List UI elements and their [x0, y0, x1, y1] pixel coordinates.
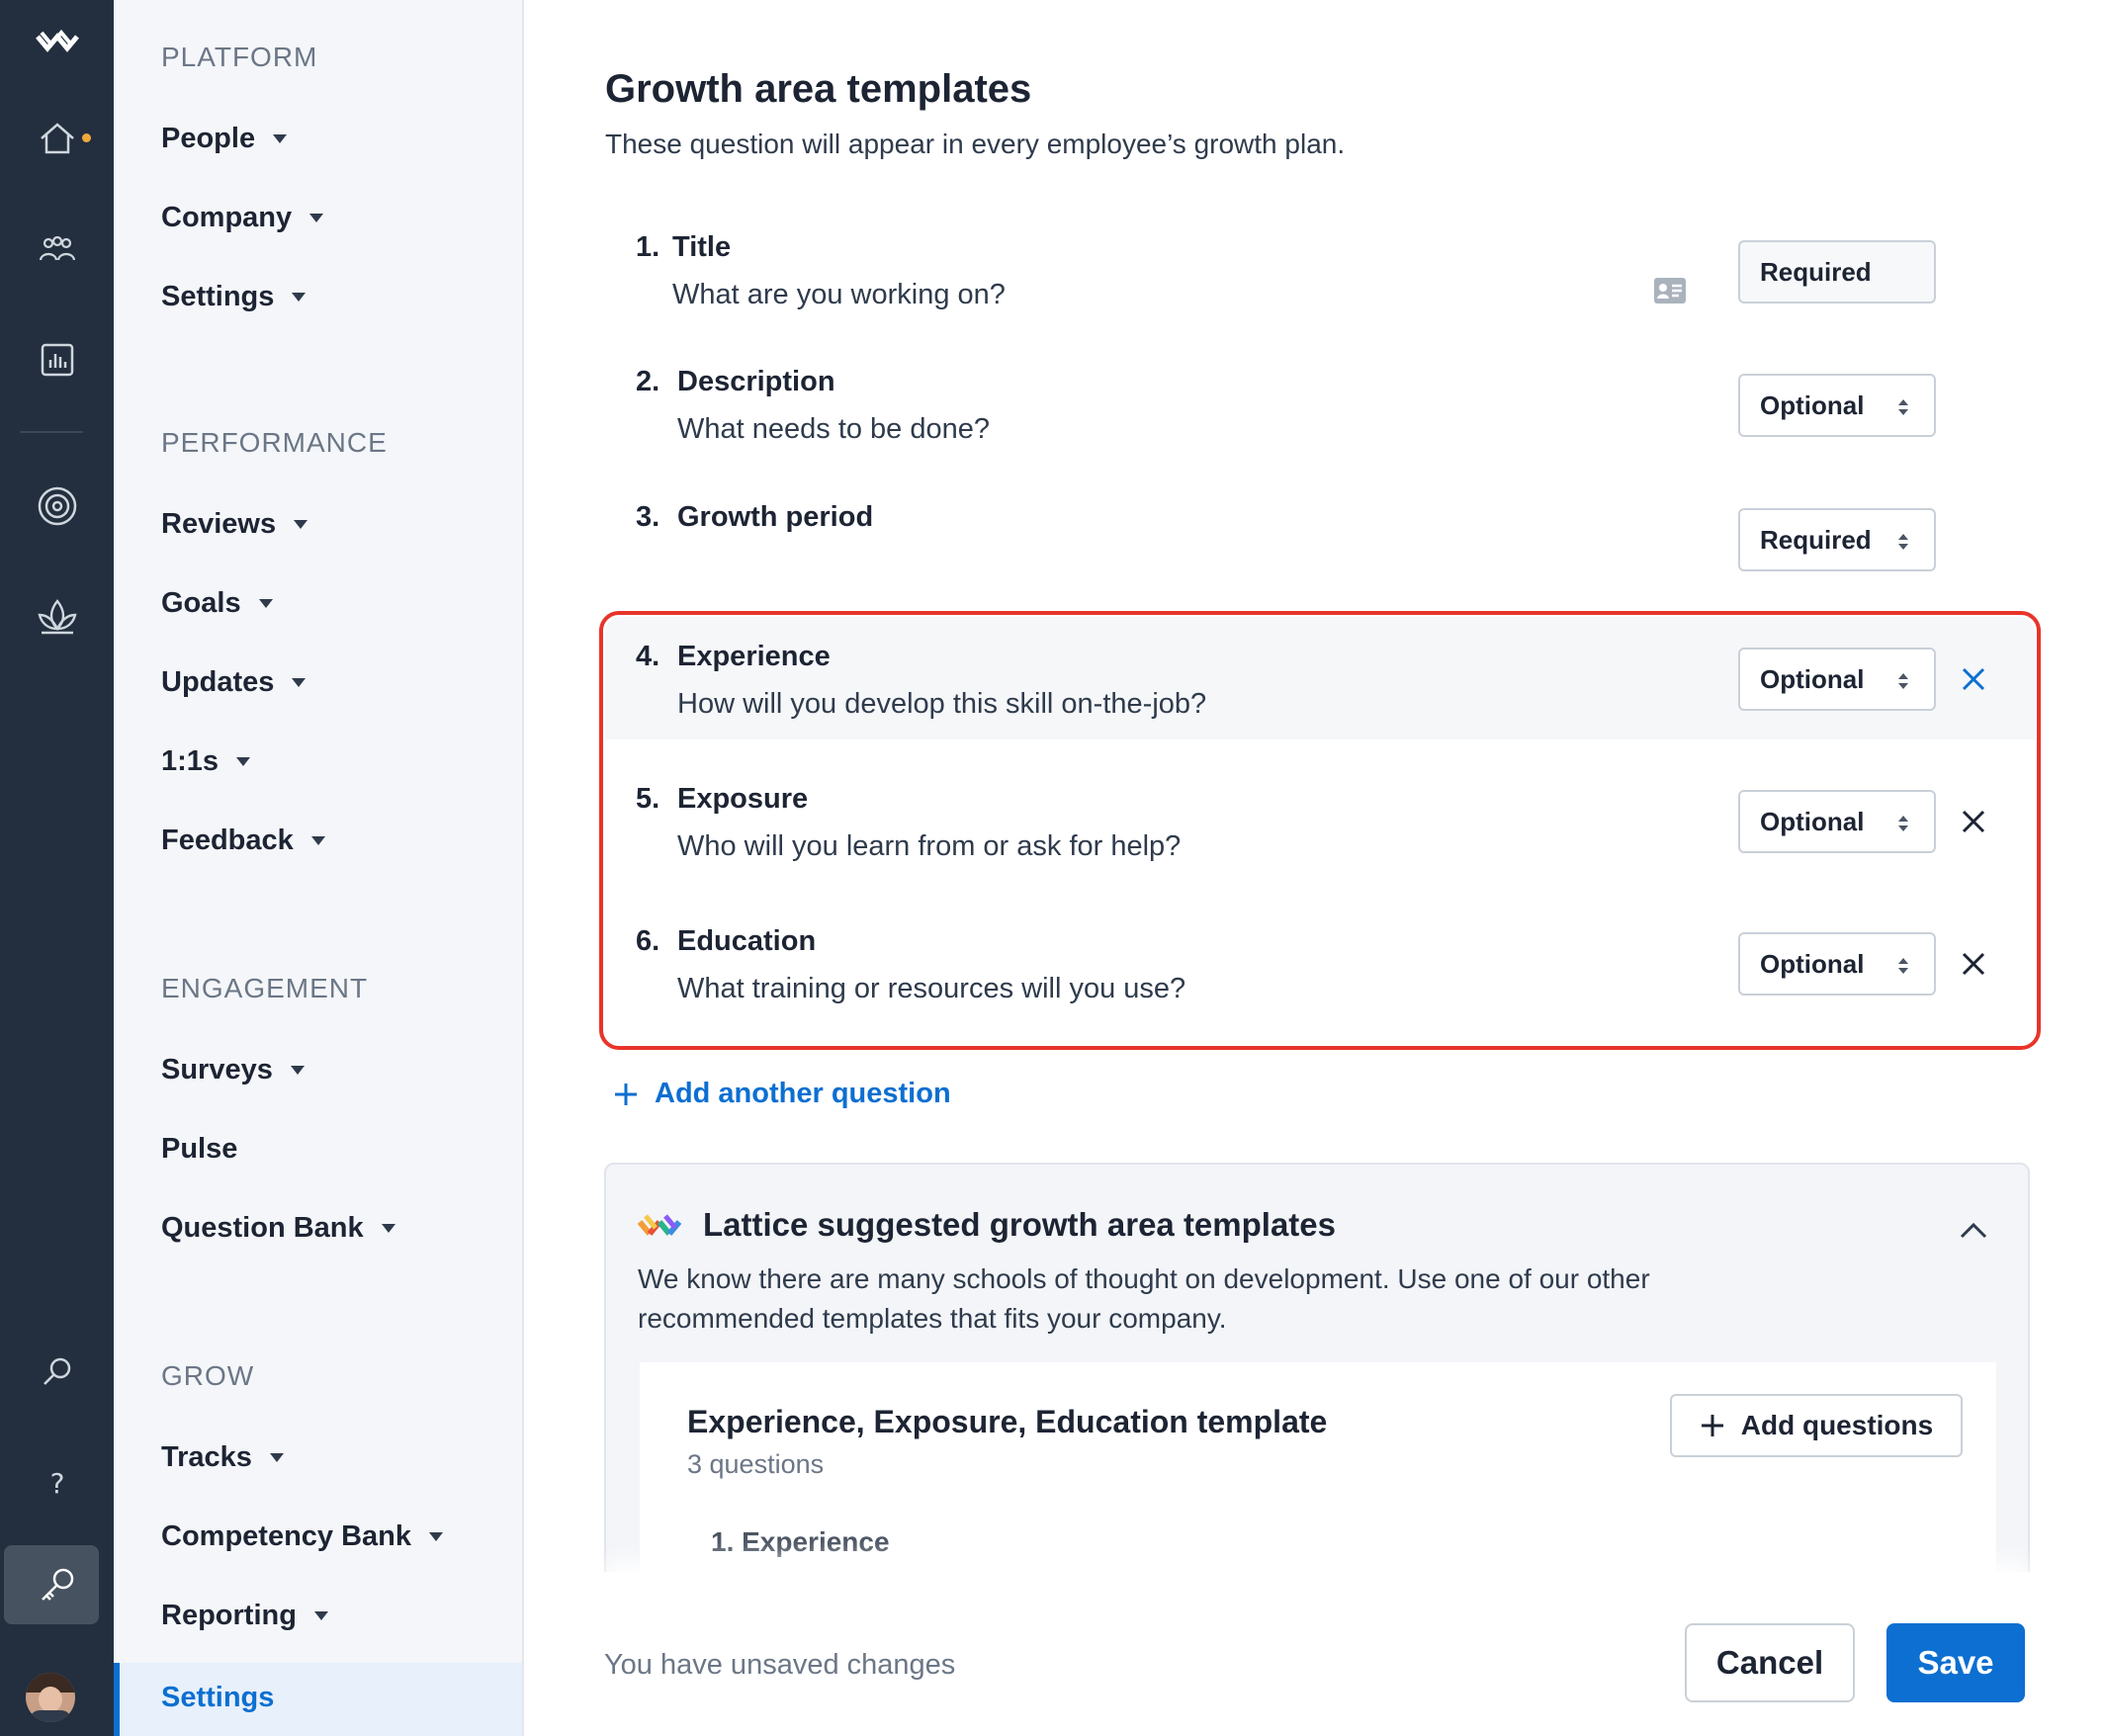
sidebar-item-settings-active[interactable]	[114, 1663, 522, 1736]
sidebar-item-people[interactable]	[161, 123, 287, 155]
requirement-value: Optional	[1760, 390, 1865, 420]
select-arrows-icon	[1898, 673, 1908, 689]
page-subtitle: These question will appear in every employee’s growth plan.	[605, 129, 1346, 159]
lattice-logo-icon[interactable]	[0, 14, 114, 73]
add-questions-button[interactable]	[1670, 1394, 1963, 1457]
sidebar-item-label: Company	[161, 202, 293, 233]
sidebar-item-label: Pulse	[161, 1133, 238, 1165]
caret-down-icon	[291, 1066, 305, 1075]
caret-down-icon	[294, 520, 307, 529]
select-arrows-icon	[1898, 958, 1908, 974]
analytics-icon[interactable]	[0, 330, 114, 390]
sidebar-item-question-bank[interactable]	[161, 1212, 395, 1245]
question-number: 1.	[636, 231, 660, 263]
preview-question-title: 1. Experience	[711, 1526, 890, 1557]
admin-key-icon[interactable]	[0, 1555, 114, 1614]
caret-down-icon	[273, 134, 287, 143]
requirement-select-description[interactable]	[1738, 374, 1936, 437]
sidebar-item-updates[interactable]	[161, 666, 306, 699]
sidebar-item-pulse[interactable]	[161, 1133, 237, 1166]
cancel-button[interactable]: Cancel	[1685, 1623, 1855, 1702]
requirement-value: Optional	[1760, 948, 1865, 979]
caret-down-icon	[309, 214, 323, 222]
sidebar-item-reporting[interactable]	[161, 1600, 328, 1632]
caret-down-icon	[236, 757, 250, 766]
suggested-templates-panel	[604, 1163, 2030, 1627]
sidebar-item-label: Settings	[161, 281, 275, 312]
help-icon[interactable]	[0, 1453, 114, 1513]
caret-down-icon	[311, 836, 325, 845]
goals-target-icon[interactable]	[0, 477, 114, 536]
add-questions-label: Add questions	[1740, 1410, 1934, 1440]
sidebar-item-label: Competency Bank	[161, 1520, 412, 1552]
section-performance: PERFORMANCE	[161, 427, 388, 458]
question-number: 6.	[636, 925, 660, 957]
question-description: Who will you learn from or ask for help?	[677, 830, 1182, 862]
template-name: Experience, Exposure, Education template	[687, 1404, 1328, 1439]
caret-down-icon	[382, 1224, 395, 1233]
section-engagement: ENGAGEMENT	[161, 973, 369, 1003]
requirement-value: Required	[1760, 256, 1872, 287]
remove-question-button[interactable]	[1954, 944, 1993, 984]
sidebar-item-label: Feedback	[161, 825, 294, 856]
sidebar-item-goals[interactable]	[161, 587, 273, 620]
suggested-description: We know there are many schools of thought on development. Use one of our other recommended templates that fits your company.	[638, 1263, 1650, 1334]
sidebar-item-label: Settings	[161, 1682, 275, 1713]
question-description: How will you develop this skill on-the-job?	[677, 688, 1207, 720]
select-arrows-icon	[1898, 816, 1908, 831]
question-title: Experience	[677, 641, 831, 672]
grow-lotus-icon[interactable]	[0, 587, 114, 647]
requirement-select-education[interactable]	[1738, 932, 1936, 996]
remove-question-button[interactable]	[1954, 659, 1993, 699]
question-number: 2.	[636, 366, 660, 397]
sidebar-item-label: Reporting	[161, 1600, 297, 1631]
sidebar-item-reviews[interactable]	[161, 508, 307, 541]
caret-down-icon	[292, 678, 306, 687]
sidebar-item-1on1s[interactable]	[161, 745, 250, 778]
sidebar-item-competency-bank[interactable]	[161, 1520, 443, 1553]
close-icon	[1961, 666, 1986, 692]
caret-down-icon	[429, 1532, 443, 1541]
sidebar-item-company[interactable]	[161, 202, 323, 234]
section-grow: GROW	[161, 1360, 255, 1391]
sidebar-item-tracks[interactable]	[161, 1441, 284, 1474]
sidebar-item-label: Question Bank	[161, 1212, 364, 1244]
plus-icon	[613, 1082, 639, 1107]
people-icon[interactable]	[0, 219, 114, 279]
question-title: Exposure	[677, 783, 809, 815]
requirement-select-title	[1738, 240, 1936, 304]
question-number: 5.	[636, 783, 660, 815]
sidebar-item-surveys[interactable]	[161, 1054, 305, 1086]
collapse-chevron-up-icon[interactable]	[1959, 1220, 1988, 1245]
requirement-select-exposure[interactable]	[1738, 790, 1936, 853]
svg-text:?: ?	[49, 1467, 64, 1500]
id-card-icon	[1653, 277, 1687, 309]
close-icon	[1961, 809, 1986, 834]
sidebar-item-label: Tracks	[161, 1441, 252, 1473]
section-platform: PLATFORM	[161, 42, 318, 72]
avatar[interactable]	[26, 1673, 75, 1722]
suggested-title: Lattice suggested growth area templates	[703, 1206, 1337, 1243]
sidebar-item-feedback[interactable]	[161, 825, 325, 857]
select-arrows-icon	[1898, 399, 1908, 415]
add-another-question-button[interactable]	[613, 1078, 951, 1110]
remove-question-button[interactable]	[1954, 802, 1993, 841]
caret-down-icon	[314, 1611, 328, 1620]
home-icon[interactable]	[0, 109, 114, 168]
caret-down-icon	[259, 599, 273, 608]
requirement-select-experience[interactable]	[1738, 648, 1936, 711]
save-button[interactable]: Save	[1886, 1623, 2025, 1702]
select-arrows-icon	[1898, 534, 1908, 550]
unsaved-changes-footer	[604, 1572, 2030, 1736]
sidebar-item-label: Reviews	[161, 508, 277, 540]
question-title: Education	[677, 925, 817, 957]
page-title: Growth area templates	[605, 67, 1032, 111]
sidebar-item-label: Updates	[161, 666, 275, 698]
plus-icon	[1700, 1413, 1725, 1438]
close-icon	[1961, 951, 1986, 977]
question-description: What training or resources will you use?	[677, 973, 1186, 1004]
question-title: Description	[677, 366, 835, 397]
requirement-value: Optional	[1760, 663, 1865, 694]
sidebar-item-label: Goals	[161, 587, 241, 619]
requirement-value: Optional	[1760, 806, 1865, 836]
question-description: What needs to be done?	[677, 413, 991, 445]
lattice-color-logo-icon	[638, 1212, 689, 1247]
sidebar-item-label: People	[161, 123, 256, 154]
rail-divider	[20, 431, 83, 433]
caret-down-icon	[292, 293, 306, 302]
unsaved-changes-text: You have unsaved changes	[604, 1649, 956, 1681]
question-description: What are you working on?	[672, 279, 1006, 310]
question-title: Title	[672, 231, 732, 263]
template-question-count: 3 questions	[687, 1449, 825, 1479]
sidebar-item-label: Surveys	[161, 1054, 273, 1085]
question-title: Growth period	[677, 501, 874, 533]
notification-dot	[82, 133, 91, 142]
icon-rail	[0, 0, 114, 1736]
settings-sidebar	[114, 0, 524, 1736]
requirement-value: Required	[1760, 524, 1872, 555]
question-number: 4.	[636, 641, 660, 672]
search-icon[interactable]	[0, 1343, 114, 1402]
sidebar-item-label: 1:1s	[161, 745, 219, 777]
sidebar-item-settings[interactable]	[161, 281, 306, 313]
requirement-select-growth-period[interactable]	[1738, 508, 1936, 571]
question-number: 3.	[636, 501, 660, 533]
caret-down-icon	[270, 1453, 284, 1462]
add-another-question-label: Add another question	[655, 1078, 951, 1109]
